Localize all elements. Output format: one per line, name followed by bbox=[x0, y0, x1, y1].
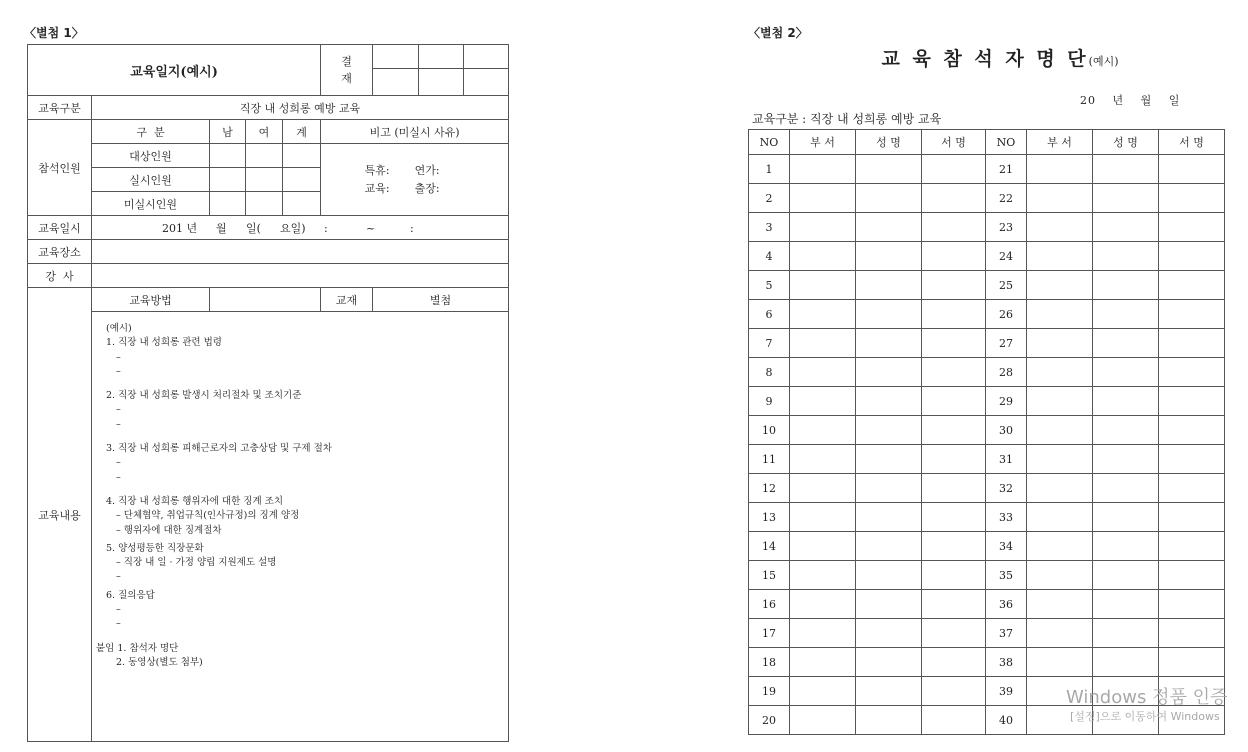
attendance-header: 비고 (미실시 사유) bbox=[321, 120, 509, 144]
roster-name-cell bbox=[856, 445, 922, 474]
roster-number: 37 bbox=[986, 619, 1027, 648]
roster-sign-cell bbox=[922, 329, 986, 358]
content-line: – bbox=[116, 418, 121, 430]
roster-sign-cell bbox=[1159, 619, 1225, 648]
roster-number: 11 bbox=[749, 445, 790, 474]
roster-sign-cell bbox=[1159, 271, 1225, 300]
roster-name-cell bbox=[1093, 387, 1159, 416]
roster-dept-cell bbox=[790, 242, 856, 271]
roster-header: 성 명 bbox=[1093, 130, 1159, 155]
date-colon: : bbox=[410, 221, 414, 235]
roster-name-cell bbox=[856, 387, 922, 416]
roster-dept-cell bbox=[1027, 590, 1093, 619]
roster-name-cell bbox=[1093, 271, 1159, 300]
roster-sign-cell bbox=[1159, 242, 1225, 271]
roster-name-cell bbox=[1093, 213, 1159, 242]
content-line: 2. 직장 내 성희롱 발생시 처리절차 및 조치기준 bbox=[106, 390, 302, 402]
date-day: 일( bbox=[246, 221, 261, 235]
roster-row bbox=[749, 445, 1225, 474]
roster-sign-cell bbox=[1159, 561, 1225, 590]
roster-number: 40 bbox=[986, 706, 1027, 735]
roster-sign-cell bbox=[922, 561, 986, 590]
roster-dept-cell bbox=[790, 155, 856, 184]
approval-cell bbox=[373, 45, 419, 69]
roster-name-cell bbox=[1093, 503, 1159, 532]
roster-sign-cell bbox=[922, 677, 986, 706]
roster-dept-cell bbox=[790, 590, 856, 619]
content-line: 6. 질의응답 bbox=[106, 589, 155, 601]
roster-dept-cell bbox=[1027, 445, 1093, 474]
roster-name-cell bbox=[1093, 590, 1159, 619]
roster-header: 부 서 bbox=[790, 130, 856, 155]
approval-label-1: 결 bbox=[341, 55, 352, 68]
date-label: 교육일시 bbox=[28, 216, 92, 240]
roster-sign-cell bbox=[922, 387, 986, 416]
material-label: 교재 bbox=[321, 288, 373, 312]
roster-number: 36 bbox=[986, 590, 1027, 619]
attendance-header: 구 분 bbox=[92, 120, 210, 144]
roster-dept-cell bbox=[790, 416, 856, 445]
roster-number: 35 bbox=[986, 561, 1027, 590]
roster-sign-cell bbox=[1159, 416, 1225, 445]
roster-row bbox=[749, 387, 1225, 416]
roster-dept-cell bbox=[1027, 474, 1093, 503]
roster-name-cell bbox=[856, 503, 922, 532]
content-line: – bbox=[116, 571, 121, 583]
roster-sign-cell bbox=[1159, 474, 1225, 503]
attendance-cell bbox=[246, 168, 283, 192]
roster-number: 26 bbox=[986, 300, 1027, 329]
roster-sign-cell bbox=[922, 271, 986, 300]
roster-sign-cell bbox=[922, 474, 986, 503]
roster-dept-cell bbox=[790, 474, 856, 503]
roster-number: 8 bbox=[749, 358, 790, 387]
content-line: 2. 동영상(별도 첨부) bbox=[116, 656, 203, 668]
roster-sign-cell bbox=[1159, 503, 1225, 532]
roster-dept-cell bbox=[790, 387, 856, 416]
roster-name-cell bbox=[1093, 184, 1159, 213]
attachment-label-2: 〈별첨 2〉 bbox=[748, 26, 808, 40]
content-line: – bbox=[116, 471, 121, 483]
roster-row bbox=[749, 590, 1225, 619]
content-line: – bbox=[116, 457, 121, 469]
roster-dept-cell bbox=[790, 561, 856, 590]
roster-dept-cell bbox=[1027, 155, 1093, 184]
roster-number: 33 bbox=[986, 503, 1027, 532]
roster-name-cell bbox=[1093, 242, 1159, 271]
content-body bbox=[92, 312, 509, 742]
roster-name-cell bbox=[856, 271, 922, 300]
roster-row bbox=[749, 213, 1225, 242]
roster-number: 13 bbox=[749, 503, 790, 532]
roster-number: 17 bbox=[749, 619, 790, 648]
material-value: 별첨 bbox=[373, 288, 509, 312]
roster-row bbox=[749, 416, 1225, 445]
roster-number: 25 bbox=[986, 271, 1027, 300]
roster-dept-cell bbox=[790, 213, 856, 242]
roster-dept-cell bbox=[790, 445, 856, 474]
roster-name-cell bbox=[856, 213, 922, 242]
roster-sign-cell bbox=[1159, 387, 1225, 416]
attendance-cell bbox=[283, 192, 321, 216]
roster-dept-cell bbox=[790, 358, 856, 387]
roster-sign-cell bbox=[922, 213, 986, 242]
windows-activation-watermark-sub: [설정]으로 이동하여 Windows bbox=[1070, 710, 1220, 723]
roster-dept-cell bbox=[1027, 648, 1093, 677]
roster-number: 16 bbox=[749, 590, 790, 619]
roster-number: 32 bbox=[986, 474, 1027, 503]
roster-sign-cell bbox=[922, 648, 986, 677]
roster-name-cell bbox=[1093, 358, 1159, 387]
attendance-header: 남 bbox=[210, 120, 246, 144]
roster-dept-cell bbox=[790, 677, 856, 706]
date-weekday: 요일) bbox=[280, 221, 306, 235]
roster-row bbox=[749, 561, 1225, 590]
leave-notes bbox=[321, 144, 509, 216]
roster-sign-cell bbox=[1159, 184, 1225, 213]
roster-title bbox=[780, 44, 1220, 71]
roster-row bbox=[749, 242, 1225, 271]
roster-sign-cell bbox=[922, 416, 986, 445]
attendance-row-label: 실시인원 bbox=[92, 168, 210, 192]
leave-label: 출장: bbox=[414, 181, 440, 195]
roster-dept-cell bbox=[1027, 532, 1093, 561]
method-label: 교육방법 bbox=[92, 288, 210, 312]
roster-sign-cell bbox=[922, 445, 986, 474]
roster-row bbox=[749, 300, 1225, 329]
content-line: – 단체협약, 취업규칙(인사규정)의 징계 양정 bbox=[116, 510, 300, 522]
roster-dept-cell bbox=[790, 619, 856, 648]
place-value bbox=[92, 240, 509, 264]
roster-dept-cell bbox=[1027, 242, 1093, 271]
roster-sign-cell bbox=[922, 619, 986, 648]
content-line: – bbox=[116, 604, 121, 616]
roster-name-cell bbox=[856, 561, 922, 590]
attendance-cell bbox=[210, 144, 246, 168]
roster-number: 34 bbox=[986, 532, 1027, 561]
roster-number: 4 bbox=[749, 242, 790, 271]
roster-row bbox=[749, 358, 1225, 387]
leave-label: 특휴: bbox=[364, 163, 390, 177]
roster-row bbox=[749, 271, 1225, 300]
roster-row bbox=[749, 619, 1225, 648]
roster-name-cell bbox=[856, 242, 922, 271]
roster-dept-cell bbox=[790, 300, 856, 329]
content-line: – 행위자에 대한 징계절차 bbox=[116, 524, 222, 536]
roster-header: 서 명 bbox=[1159, 130, 1225, 155]
roster-name-cell bbox=[856, 184, 922, 213]
leave-label: 교육: bbox=[364, 181, 390, 195]
roster-dept-cell bbox=[1027, 387, 1093, 416]
roster-number: 5 bbox=[749, 271, 790, 300]
roster-name-cell bbox=[856, 416, 922, 445]
roster-sign-cell bbox=[1159, 532, 1225, 561]
roster-name-cell bbox=[856, 474, 922, 503]
roster-header: 부 서 bbox=[1027, 130, 1093, 155]
roster-header: 서 명 bbox=[922, 130, 986, 155]
roster-name-cell bbox=[856, 300, 922, 329]
roster-header: NO bbox=[986, 130, 1027, 155]
roster-number: 2 bbox=[749, 184, 790, 213]
roster-number: 14 bbox=[749, 532, 790, 561]
roster-number: 28 bbox=[986, 358, 1027, 387]
roster-name-cell bbox=[1093, 155, 1159, 184]
content-line: 1. 직장 내 성희롱 관련 법령 bbox=[106, 337, 222, 349]
roster-name-cell bbox=[856, 590, 922, 619]
attendance-cell bbox=[246, 144, 283, 168]
roster-name-cell bbox=[856, 648, 922, 677]
roster-sign-cell bbox=[922, 532, 986, 561]
roster-header: NO bbox=[749, 130, 790, 155]
roster-sign-cell bbox=[922, 358, 986, 387]
roster-number: 18 bbox=[749, 648, 790, 677]
roster-dept-cell bbox=[1027, 561, 1093, 590]
category-label: 교육구분 bbox=[28, 96, 92, 120]
roster-number: 30 bbox=[986, 416, 1027, 445]
roster-row bbox=[749, 329, 1225, 358]
date-tilde: ~ bbox=[366, 221, 376, 235]
roster-sign-cell bbox=[922, 155, 986, 184]
roster-title-suffix: (예시) bbox=[1088, 55, 1119, 68]
roster-dept-cell bbox=[790, 271, 856, 300]
roster-sign-cell bbox=[1159, 155, 1225, 184]
roster-number: 21 bbox=[986, 155, 1027, 184]
approval-sign-cell bbox=[373, 69, 419, 96]
roster-name-cell bbox=[856, 329, 922, 358]
windows-activation-watermark: Windows 정품 인증 bbox=[1066, 687, 1228, 708]
roster-number: 3 bbox=[749, 213, 790, 242]
attendee-roster-table bbox=[748, 129, 1228, 735]
roster-number: 12 bbox=[749, 474, 790, 503]
roster-sign-cell bbox=[922, 706, 986, 735]
category-value: 직장 내 성희롱 예방 교육 bbox=[92, 96, 509, 120]
roster-name-cell bbox=[1093, 648, 1159, 677]
roster-name-cell bbox=[1093, 416, 1159, 445]
content-line: 붙임 1. 참석자 명단 bbox=[96, 642, 179, 654]
roster-dept-cell bbox=[1027, 503, 1093, 532]
roster-name-cell bbox=[1093, 561, 1159, 590]
roster-sign-cell bbox=[1159, 300, 1225, 329]
roster-row bbox=[749, 532, 1225, 561]
approval-cell bbox=[419, 45, 464, 69]
roster-row bbox=[749, 648, 1225, 677]
roster-row bbox=[749, 474, 1225, 503]
roster-sign-cell bbox=[922, 184, 986, 213]
content-line: – bbox=[116, 618, 121, 630]
roster-dept-cell bbox=[1027, 416, 1093, 445]
instructor-label: 강 사 bbox=[28, 264, 92, 288]
roster-number: 24 bbox=[986, 242, 1027, 271]
roster-name-cell bbox=[1093, 329, 1159, 358]
roster-sign-cell bbox=[1159, 329, 1225, 358]
attendance-header: 여 bbox=[246, 120, 283, 144]
roster-dept-cell bbox=[1027, 213, 1093, 242]
roster-name-cell bbox=[856, 532, 922, 561]
approval-cell bbox=[464, 45, 509, 69]
date-month: 월 bbox=[216, 221, 227, 235]
roster-date-line: 20 년 월 일 bbox=[1080, 94, 1181, 107]
content-line: (예시) bbox=[106, 323, 132, 334]
roster-dept-cell bbox=[1027, 358, 1093, 387]
roster-number: 1 bbox=[749, 155, 790, 184]
roster-category-line: 교육구분 : 직장 내 성희롱 예방 교육 bbox=[752, 112, 942, 126]
roster-sign-cell bbox=[922, 503, 986, 532]
roster-sign-cell bbox=[1159, 358, 1225, 387]
attendance-cell bbox=[210, 192, 246, 216]
roster-dept-cell bbox=[790, 532, 856, 561]
roster-name-cell bbox=[1093, 445, 1159, 474]
roster-dept-cell bbox=[1027, 619, 1093, 648]
attendance-row-label: 미실시인원 bbox=[92, 192, 210, 216]
roster-row bbox=[749, 503, 1225, 532]
roster-dept-cell bbox=[1027, 184, 1093, 213]
content-line: 4. 직장 내 성희롱 행위자에 대한 징계 조치 bbox=[106, 495, 284, 507]
roster-number: 27 bbox=[986, 329, 1027, 358]
roster-number: 29 bbox=[986, 387, 1027, 416]
content-label: 교육내용 bbox=[28, 288, 92, 742]
roster-row bbox=[749, 184, 1225, 213]
roster-dept-cell bbox=[790, 648, 856, 677]
roster-dept-cell bbox=[790, 329, 856, 358]
roster-number: 38 bbox=[986, 648, 1027, 677]
roster-sign-cell bbox=[1159, 445, 1225, 474]
roster-name-cell bbox=[856, 358, 922, 387]
roster-sign-cell bbox=[922, 300, 986, 329]
content-line: – 직장 내 일 · 가정 양립 지원제도 설명 bbox=[116, 557, 277, 569]
roster-dept-cell bbox=[1027, 329, 1093, 358]
roster-number: 19 bbox=[749, 677, 790, 706]
content-line: 3. 직장 내 성희롱 피해근로자의 고충상담 및 구제 절차 bbox=[106, 443, 332, 455]
roster-name-cell bbox=[856, 677, 922, 706]
roster-name-cell bbox=[1093, 619, 1159, 648]
content-line: – bbox=[116, 351, 121, 363]
roster-number: 10 bbox=[749, 416, 790, 445]
roster-name-cell bbox=[1093, 474, 1159, 503]
roster-sign-cell bbox=[1159, 648, 1225, 677]
date-value bbox=[92, 216, 509, 240]
roster-sign-cell bbox=[922, 242, 986, 271]
roster-name-cell bbox=[1093, 532, 1159, 561]
attendance-cell bbox=[246, 192, 283, 216]
roster-name-cell bbox=[856, 619, 922, 648]
roster-name-cell bbox=[856, 155, 922, 184]
roster-header: 성 명 bbox=[856, 130, 922, 155]
attendance-cell bbox=[210, 168, 246, 192]
date-year: 201 년 bbox=[162, 221, 198, 235]
roster-dept-cell bbox=[1027, 300, 1093, 329]
attendance-label: 참석인원 bbox=[28, 120, 92, 216]
content-line: – bbox=[116, 365, 121, 377]
content-line: 5. 양성평등한 직장문화 bbox=[106, 542, 204, 554]
roster-name-cell bbox=[856, 706, 922, 735]
roster-row bbox=[749, 155, 1225, 184]
roster-number: 6 bbox=[749, 300, 790, 329]
roster-dept-cell bbox=[1027, 271, 1093, 300]
attendance-row-label: 대상인원 bbox=[92, 144, 210, 168]
roster-number: 9 bbox=[749, 387, 790, 416]
content-line: – bbox=[116, 404, 121, 416]
method-value bbox=[210, 288, 321, 312]
approval-sign-cell bbox=[464, 69, 509, 96]
date-colon: : bbox=[324, 221, 328, 235]
place-label: 교육장소 bbox=[28, 240, 92, 264]
roster-dept-cell bbox=[790, 706, 856, 735]
roster-sign-cell bbox=[1159, 590, 1225, 619]
attachment-label-1: 〈별첨 1〉 bbox=[24, 26, 84, 40]
attendance-cell bbox=[283, 144, 321, 168]
instructor-value bbox=[92, 264, 509, 288]
log-title: 교육일지(예시) bbox=[28, 45, 321, 96]
roster-number: 31 bbox=[986, 445, 1027, 474]
roster-title-text: 교 육 참 석 자 명 단 bbox=[881, 48, 1089, 70]
roster-number: 15 bbox=[749, 561, 790, 590]
roster-name-cell bbox=[1093, 300, 1159, 329]
roster-number: 20 bbox=[749, 706, 790, 735]
roster-number: 23 bbox=[986, 213, 1027, 242]
approval-label-2: 재 bbox=[341, 72, 352, 85]
leave-label: 연가: bbox=[414, 163, 440, 177]
roster-sign-cell bbox=[922, 590, 986, 619]
roster-dept-cell bbox=[790, 184, 856, 213]
roster-sign-cell bbox=[1159, 213, 1225, 242]
roster-number: 7 bbox=[749, 329, 790, 358]
roster-number: 22 bbox=[986, 184, 1027, 213]
roster-dept-cell bbox=[790, 503, 856, 532]
attendance-header: 계 bbox=[283, 120, 321, 144]
approval-sign-cell bbox=[419, 69, 464, 96]
attendance-cell bbox=[283, 168, 321, 192]
roster-number: 39 bbox=[986, 677, 1027, 706]
education-log-form bbox=[27, 44, 509, 742]
